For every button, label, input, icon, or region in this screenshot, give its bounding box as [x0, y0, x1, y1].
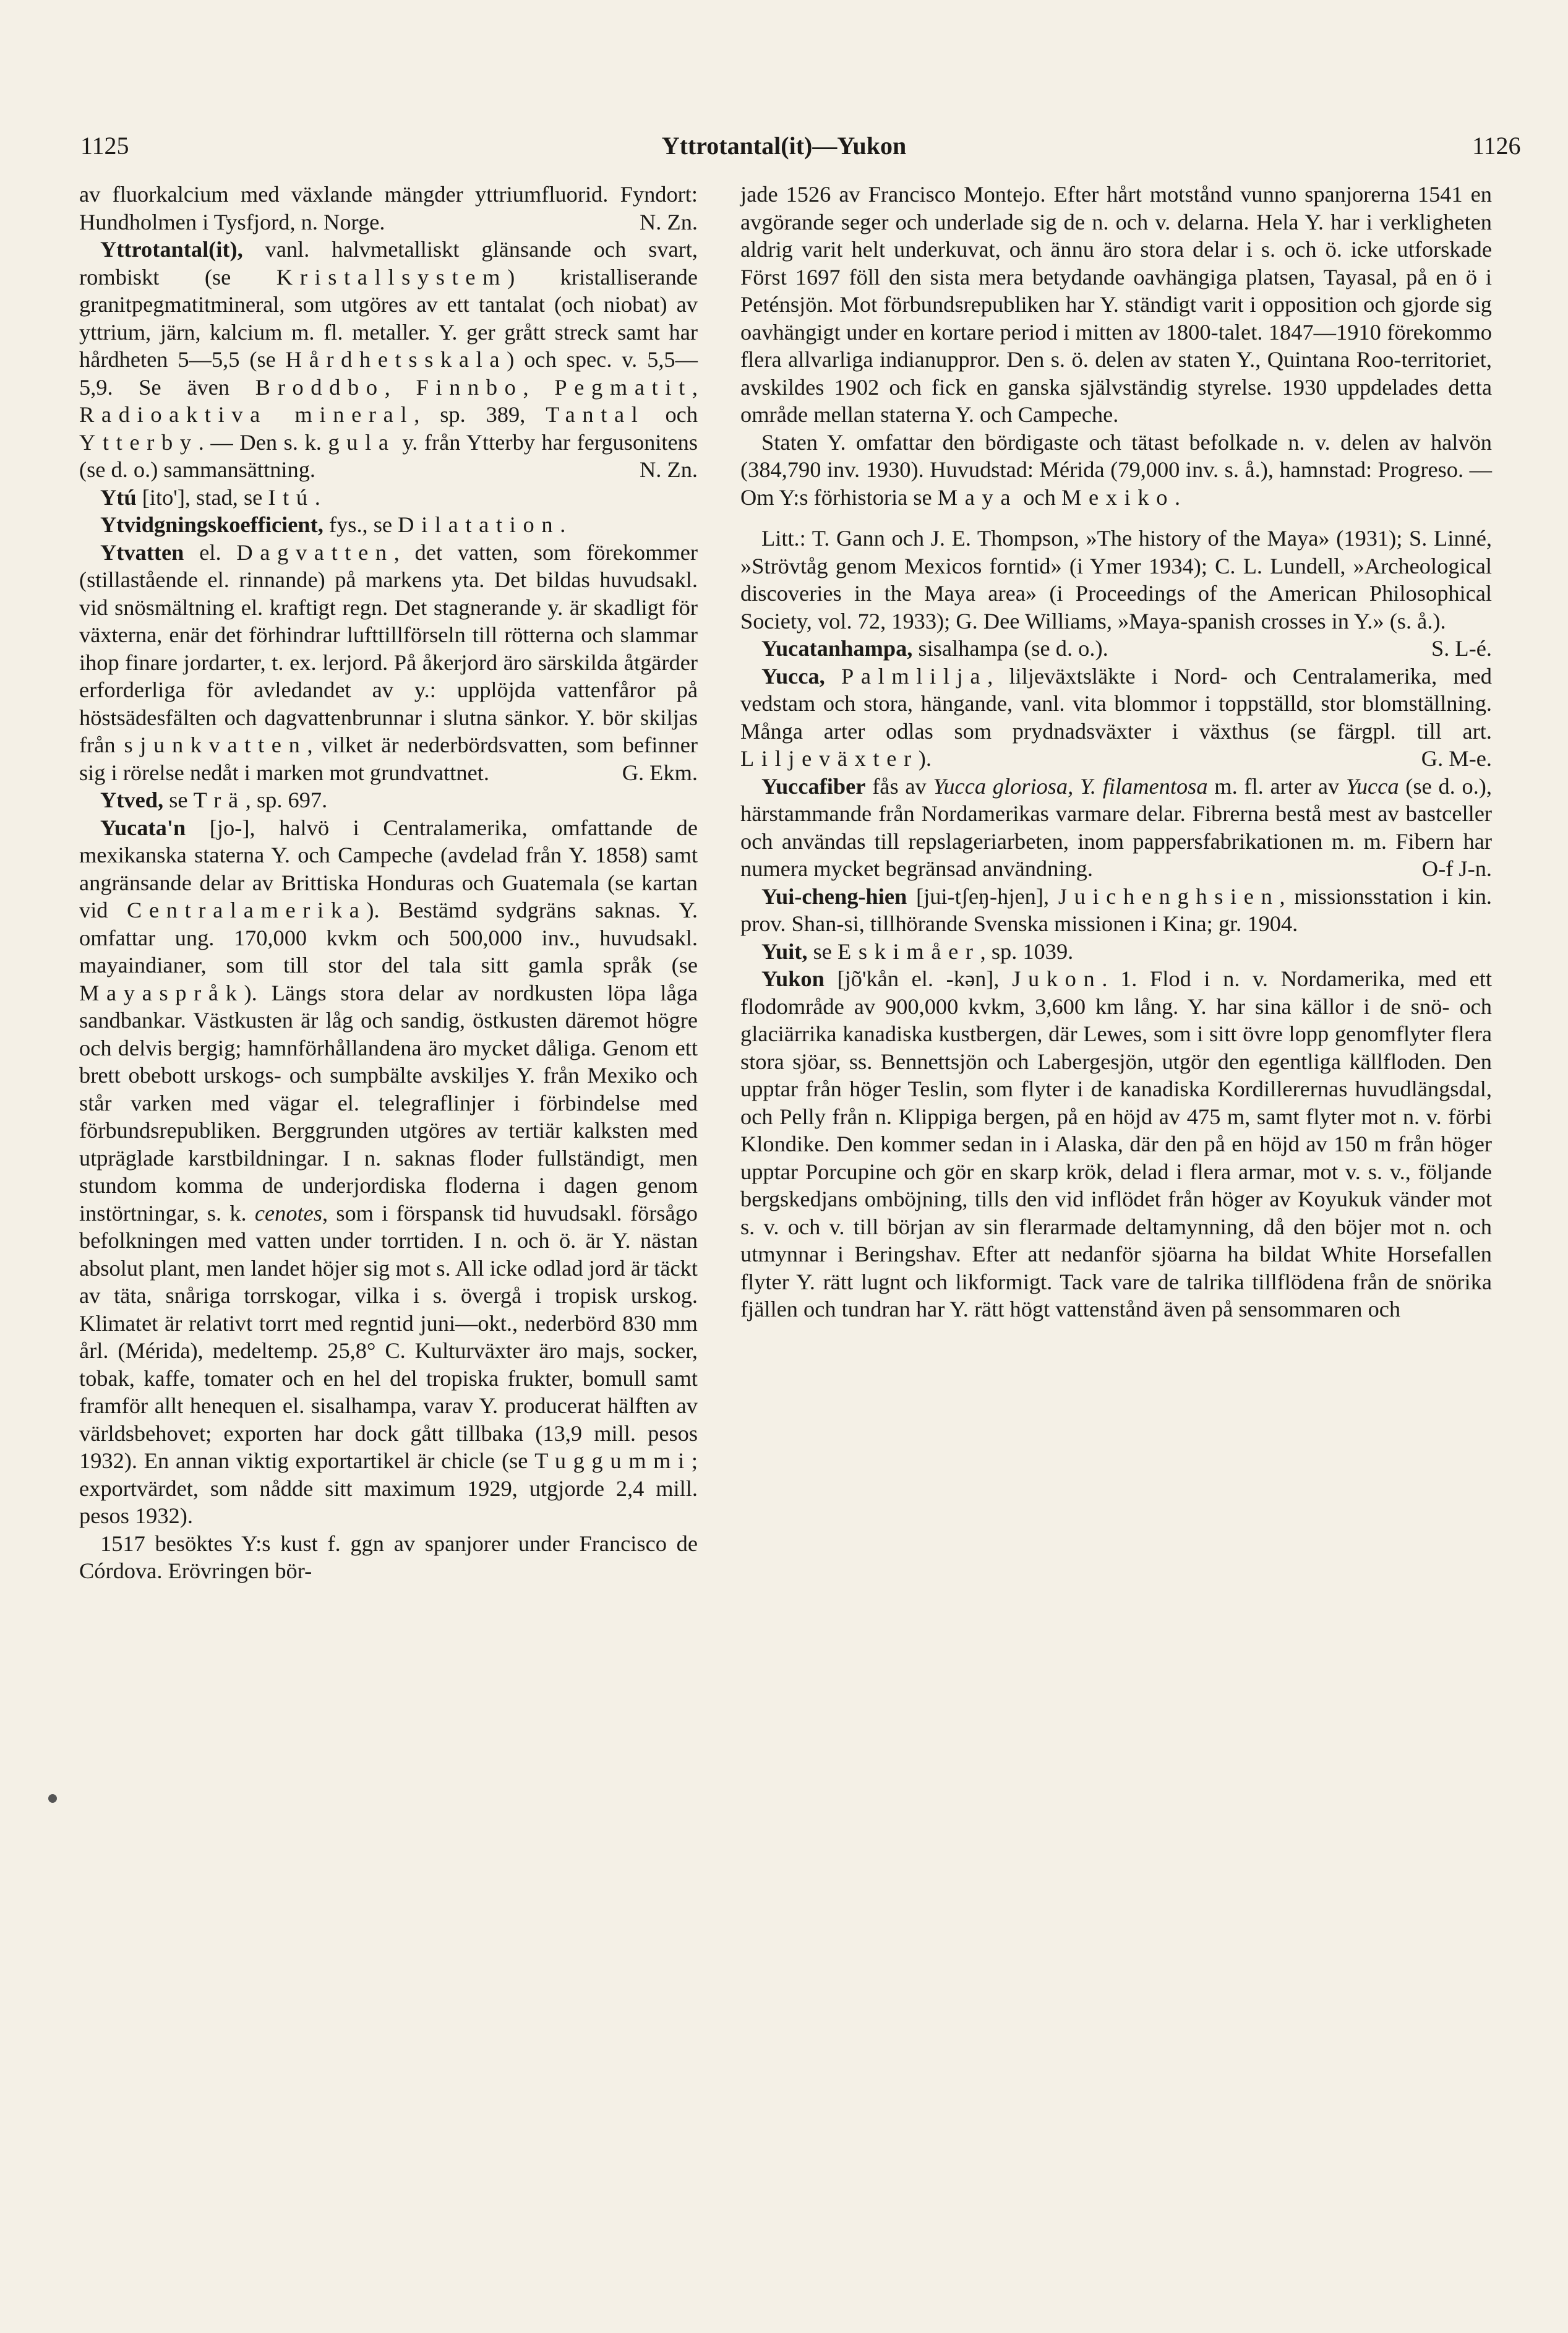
- entry-yucatanhampa: [740, 635, 1492, 663]
- entry-text: ,: [523, 374, 555, 400]
- entry-yuit: [740, 938, 1492, 966]
- headword: Yucatanhampa,: [761, 636, 913, 661]
- entry-text: vanl. halvmetalliskt glänsande och svart, rombiskt (se: [79, 237, 698, 290]
- entry-yucatan-continued: [740, 181, 1492, 429]
- cross-reference: Maya: [937, 484, 1018, 510]
- headword: Ytved,: [100, 788, 164, 812]
- cross-reference: Tuggummi: [534, 1448, 692, 1473]
- headword: Ytvidgningskoefficient,: [100, 512, 323, 537]
- cross-reference: Finnbo: [416, 374, 523, 400]
- cross-reference: Trä: [193, 788, 246, 812]
- headword: Yucca,: [761, 663, 825, 689]
- entry-text: , sp. 1039.: [980, 939, 1074, 964]
- cross-reference: Pegmatit: [554, 374, 692, 400]
- cross-reference: Mayaspråk: [79, 980, 244, 1005]
- entry-text: jade 1526 av Francisco Montejo. Efter hårt motstånd vunno spanjorerna 1541 en avgörande seger och underlade sig de n. och v. delarna. Hela Y. har i verkligheten aldrig varit helt underkuvat, och ännu äro stora delar i s. och ö. icke utforskade Först 1697 föll den sista mera betydande oavhängiga platsen, Tayasal, på en ö i Peténsjön. Mot förbundsrepubliken har Y. ständigt varit i opposition och gjorde sig oavhängigt under en kortare period i mitten av 1800-talet. 1847—1910 förekommo flera allvarliga indianuppror. Den s. ö. delen av staten Y., Quintana Roo-territoriet, avskildes 1902 och fick en ganska självständig styrelse. 1930 uppdelades detta område mellan staterna Y. och Campeche.: [740, 182, 1492, 427]
- entry-text: se: [163, 788, 194, 812]
- margin-mark: [48, 1794, 57, 1803]
- entry-text: ).: [918, 746, 932, 771]
- entry-text: ). Längs stora delar av nordkusten löpa låga sandbankar. Västkusten är låg och sandig, östkusten däremot högre och delvis bergig; hamnförhållandena äro mycket dåliga. Genom ett brett obebott urskogs- och sumpbälte avskiljes Y. från Mexiko och står varken med vägar el. telegraflinjer i förbindelse med förbundsrepubliken. Berggrunden utgöres av tertiär kalksten med utpräglade karstbildningar. I n. saknas floder fullständigt, men stundom komma de underjordiska floderna i dagen genom instörtningar, s. k.: [79, 980, 698, 1226]
- entry-text: ,: [384, 374, 416, 400]
- entry-text: [jõ'kån el. -kən],: [824, 966, 1013, 991]
- headword: Yui-cheng-hien: [761, 883, 907, 909]
- entry-text: fys., se: [323, 512, 398, 537]
- cross-reference: Juichenghsien: [1058, 883, 1280, 909]
- cross-reference: Kristallsystem: [276, 264, 508, 290]
- entry-text: (se d. o.), härstammande från Nordamerikas varmare delar. Fibrerna bestå mest av bastceller och användas till repslageriarbeten, inom pappersfabrikationen m. m. Fibern har numera mycket begränsad användning.: [740, 773, 1493, 881]
- cross-reference: Centralamerika: [127, 898, 367, 922]
- entry-yucatan: [79, 814, 698, 1530]
- entry-text: . — Den s. k.: [198, 429, 328, 455]
- entry-text: m. fl. arter av: [1207, 773, 1346, 799]
- cross-reference: Dilatation: [398, 512, 560, 537]
- left-column: [79, 181, 698, 1585]
- entry-ytvatten: [79, 539, 698, 787]
- headword: Ytvatten: [100, 539, 184, 565]
- signature: G. M-e.: [1421, 746, 1492, 771]
- signature: N. Zn.: [640, 457, 698, 482]
- signature: S. L-é.: [1431, 636, 1492, 661]
- entry-yucatan-state: [740, 429, 1492, 512]
- entry-text: .: [314, 484, 320, 510]
- headword: Yuit,: [761, 939, 808, 964]
- entry-text: , som i förspansk tid huvudsakl. försågo befolkningen med vatten under torrtiden. I n. och ö. är Y. nästan absolut plant, men landet höjer sig mot s. All icke odlad jord är täckt av täta, snåriga torrskogar, vilka i s. övergå i tropisk urskog. Klimatet är relativt torrt med regntid juni—okt., nederbörd 830 mm årl. (Mérida), medeltemp. 25,8° C. Kulturväxter äro majs, socker, tobak, kaffe, tomater och en hel del tropiska frukter, bomull samt framför allt henequen el. sisalhampa, varav Y. producerat hälften av världsbehovet; exporten har dock gått tillbaka (13,9 mill. pesos 1932). En annan viktig exportartikel är chicle (se: [79, 1200, 698, 1473]
- running-title: Yttrotantal(it)—Yukon: [661, 132, 907, 160]
- signature: N. Zn.: [640, 209, 698, 234]
- entry-text: [jo-], halvö i Centralamerika, omfattande de mexikanska staterna Y. och Campeche (avdelad från Y. 1858) samt angränsande delar av Brittiska Honduras och Guatemala (se kartan vid: [79, 815, 698, 922]
- entry-text: el.: [184, 539, 237, 565]
- entry-text: [jui-tʃeŋ-hjen],: [907, 883, 1058, 909]
- entry-text: , det vatten, som förekommer (stillastående el. rinnande) på markens yta. Det bildas huvudsakl. vid snösmältning el. kraftigt regn. Det stagnerande y. är skadligt för växterna, enär det förhindrar lufttillförseln till rötterna och slammar ihop finare jordarter, t. ex. lerjord. På åkerjord äro särskilda åtgärder erforderliga för avledandet av y.: upplöjda vattenfåror på höstsädesfälten och dagvattenbrunnar i slutna sänkor. Y. bör skiljas från: [79, 539, 698, 757]
- entry-text: Staten Y. omfattar den bördigaste och tätast befolkade n. v. delen av halvön (384,790 inv. 1930). Huvudstad: Mérida (79,000 inv. s. å.), hamnstad: Progreso. — Om Y:s förhistoria se: [740, 429, 1492, 510]
- cross-reference: Dagvatten: [236, 539, 394, 565]
- entry-yttrotantal: [79, 236, 698, 484]
- entry-text: Litt.: T. Gann och J. E. Thompson, »The history of the Maya» (1931); S. Linné, »Strövtåg genom Mexicos forntid» (i Ymer 1934); C. L. Lundell, »Archeological discoveries in the Maya area» (i Proceedings of the American Philosophical Society, vol. 72, 1933); G. Dee Williams, »Maya-spanish crosses in Y.» (s. å.).: [740, 526, 1492, 634]
- cross-reference: Liljeväxter: [740, 746, 919, 771]
- cross-reference: Hårdhetsskala: [285, 347, 507, 372]
- entry-ytu: [79, 484, 698, 512]
- entry-text: . 1. Flod i n. v. Nordamerika, med ett flodområde av 900,000 kvkm, 3,600 km lång. Y. har sina källor i de snö- och glaciärrika kanadiska kustbergen, där Lewes, som i sitt övre lopp genomflyter flera stora sjöar, ss. Bennettsjön och Labergesjön, utgör den egentliga källfloden. Den upptar från höger Teslin, som flyter i de kanadiska Kordillerernas huvudlängsdal, och Pelly från n. Klippiga bergen, på en höjd av 475 m, samt flyter mot n. v. förbi Klondike. Den kommer sedan in i Alaska, där den på en höjd av 150 m från höger upptar Porcupine och gör en skarp krök, delad i flera armar, mot v. s. v., följande bergskedjans omböjning, tills den vid inflödet från höger av Koyukuk vänder mot s. v. och v. till början av sin flerarmade deltamynning, då den böjer mot n. och utmynnar i Beringshav. Efter att nedanför sjöarna ha bildat White Horsefallen flyter Y. rätt lugnt och likformigt. Tack vare de talrika tillflödena från de snörika fjällen och tundran har Y. rätt högt vattenstånd även på sensommaren och: [740, 966, 1493, 1321]
- entry-text: och: [1017, 484, 1061, 510]
- entry-ytvidgningskoefficient: [79, 511, 698, 539]
- entry-continuation: [79, 181, 698, 236]
- entry-yuccafiber: [740, 773, 1492, 883]
- headword: Ytú: [100, 484, 137, 510]
- headword: Yttrotantal(it),: [100, 237, 243, 262]
- entry-text: se: [807, 939, 838, 964]
- entry-text: .: [1175, 484, 1181, 510]
- cross-reference: Radioaktiva mineral: [79, 402, 414, 427]
- headword: Yuccafiber: [761, 773, 866, 799]
- entry-yukon: [740, 965, 1492, 1323]
- entry-text: y. från Ytterby har fergusonitens (se d. o.) sammansättning.: [79, 429, 698, 482]
- entry-yucca: [740, 663, 1492, 773]
- entry-text: ) kristalliserande granitpegmatitmineral, som utgöres av ett tantalat (och niobat) av yttrium, järn, kalcium m. fl. metaller. Y. ger grått streck samt har hårdheten 5—5,5 (se: [79, 264, 698, 372]
- cross-reference: Mexiko: [1061, 484, 1175, 510]
- entry-text: fås av: [865, 773, 933, 799]
- signature: G. Ekm.: [622, 760, 698, 785]
- entry-text: [825, 664, 841, 689]
- cross-reference: sjunkvatten: [124, 733, 307, 757]
- cross-reference: Broddbo: [255, 374, 385, 400]
- entry-text: [ito'], stad, se: [136, 484, 268, 510]
- entry-text: ). Bestämd sydgräns saknas. Y. omfattar ung. 170,000 kvkm och 500,000 inv., huvudsakl. mayaindianer, som till stor del tala sitt gamla språk (se: [79, 898, 698, 977]
- entry-text: .: [560, 512, 566, 537]
- entry-text: , missionsstation i kin. prov. Shan-si, tillhörande Svenska missionen i Kina; gr. 1904.: [740, 883, 1493, 936]
- entry-text: och: [645, 402, 698, 427]
- entry-text: Yucca gloriosa, Y. filamentosa: [933, 773, 1208, 799]
- entry-text: , liljeväxtsläkte i Nord- och Centralamerika, med vedstam och stora, hängande, vanl. vita blommor i toppställd, stor blomställning. Många arter odlas som prydnadsväxter i växthus (se färgpl. till art.: [740, 663, 1492, 744]
- entry-text: , vilket är nederbördsvatten, som befinner sig i rörelse nedåt i marken mot grundvattnet.: [79, 733, 698, 785]
- entry-yui-cheng-hien: [740, 883, 1492, 938]
- cross-reference: gula: [328, 429, 396, 455]
- cross-reference: Palmlilja: [841, 663, 988, 689]
- entry-text: cenotes: [254, 1200, 322, 1226]
- headword: Yucata'n: [100, 815, 186, 840]
- cross-reference: Ytterby: [79, 429, 199, 455]
- entry-text: Yucca: [1345, 773, 1399, 799]
- entry-text: ,: [692, 374, 698, 400]
- cross-reference: Jukon: [1012, 966, 1102, 991]
- page-number-right: 1126: [1472, 132, 1521, 160]
- entry-text: av fluorkalcium med växlande mängder yttriumfluorid. Fyndort: Hundholmen i Tysfjord, n. Norge.: [79, 182, 698, 234]
- cross-reference: Itú: [268, 484, 315, 510]
- cross-reference: Eskimåer: [838, 939, 980, 964]
- entry-text: , sp. 697.: [245, 788, 328, 812]
- entry-text: ) och spec. v. 5,5—5,9. Se även: [79, 347, 698, 400]
- entry-text: ; exportvärdet, som nådde sitt maximum 1929, utgjorde 2,4 mill. pesos 1932).: [79, 1448, 698, 1528]
- entry-text: sisalhampa (se d. o.).: [912, 636, 1108, 661]
- cross-reference: Tantal: [546, 402, 645, 427]
- entry-text: , sp. 389,: [414, 402, 546, 427]
- signature: O-f J-n.: [1421, 856, 1492, 881]
- right-column: [740, 181, 1492, 1323]
- entry-text: 1517 besöktes Y:s kust f. ggn av spanjorer under Francisco de Córdova. Erövringen bör-: [79, 1531, 698, 1583]
- headword: Yukon: [761, 966, 825, 991]
- entry-yucatan-history: [79, 1530, 698, 1585]
- entry-ytved: [79, 786, 698, 814]
- page-number-left: 1125: [80, 132, 129, 160]
